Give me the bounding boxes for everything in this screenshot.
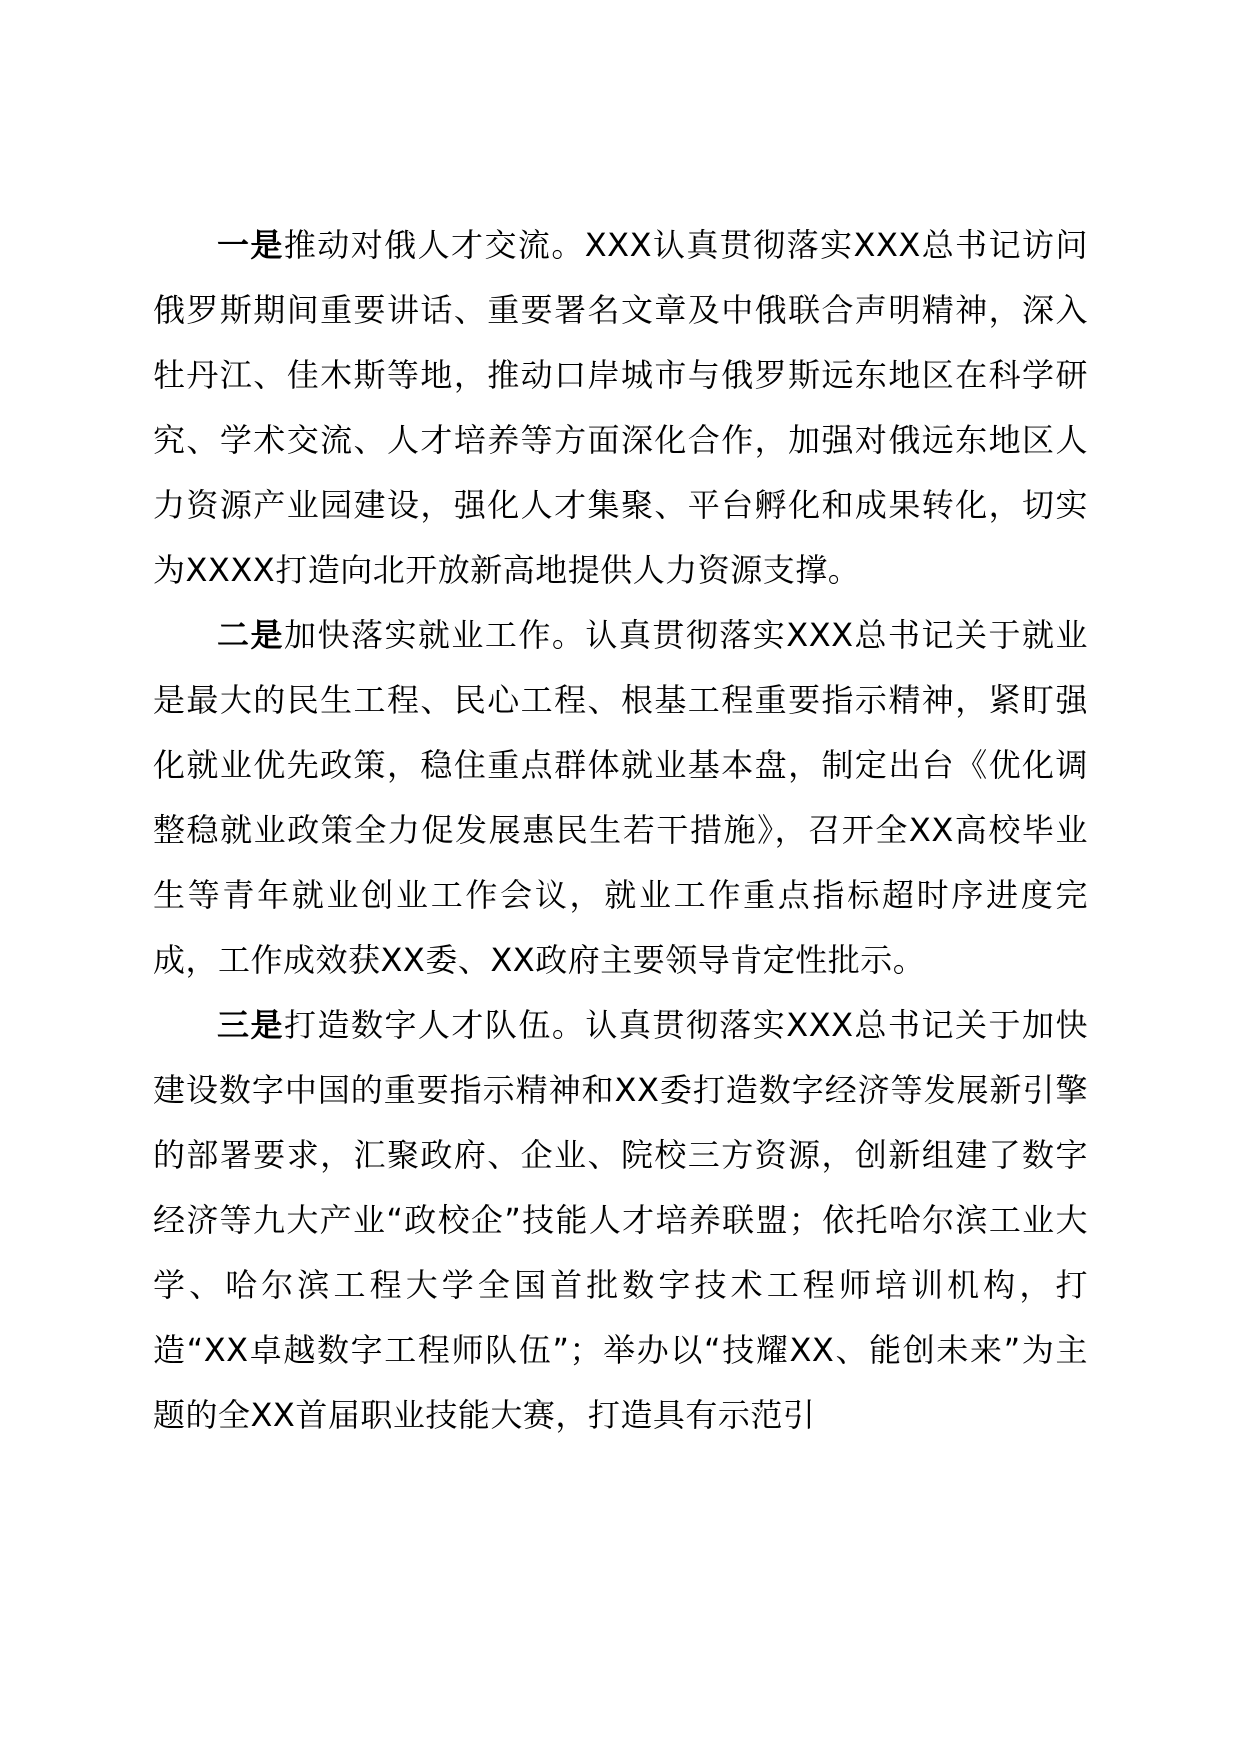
paragraph-1-lead: 一是 [217, 226, 284, 264]
paragraph-1-text: 推动对俄人才交流。XXX认真贯彻落实XXX总书记访问俄罗斯期间重要讲话、重要署名文章及中俄联合声明精神，深入牡丹江、佳木斯等地，推动口岸城市与俄罗斯远东地区在科学研究、学术交流、人才培养等方面深化合作，加强对俄远东地区人力资源产业园建设，强化人才集聚、平台孵化和成果转化，切实为XXXX打造向北开放新高地提供人力资源支撑。 [153, 226, 1088, 589]
paragraph-1 [153, 213, 1088, 603]
paragraph-2-lead: 二是 [217, 616, 284, 654]
paragraph-2 [153, 603, 1088, 993]
document-body [153, 213, 1088, 1448]
paragraph-3 [153, 993, 1088, 1448]
paragraph-3-lead: 三是 [217, 1006, 284, 1044]
paragraph-2-text: 加快落实就业工作。认真贯彻落实XXX总书记关于就业是最大的民生工程、民心工程、根基工程重要指示精神，紧盯强化就业优先政策，稳住重点群体就业基本盘，制定出台《优化调整稳就业政策全力促发展惠民生若干措施》，召开全XX高校毕业生等青年就业创业工作会议，就业工作重点指标超时序进度完成，工作成效获XX委、XX政府主要领导肯定性批示。 [153, 616, 1088, 979]
paragraph-3-text: 打造数字人才队伍。认真贯彻落实XXX总书记关于加快建设数字中国的重要指示精神和XX委打造数字经济等发展新引擎的部署要求，汇聚政府、企业、院校三方资源，创新组建了数字经济等九大产业“政校企”技能人才培养联盟；依托哈尔滨工业大学、哈尔滨工程大学全国首批数字技术工程师培训机构，打造“XX卓越数字工程师队伍”；举办以“技耀XX、能创未来”为主题的全XX首届职业技能大赛，打造具有示范引 [153, 1006, 1088, 1434]
